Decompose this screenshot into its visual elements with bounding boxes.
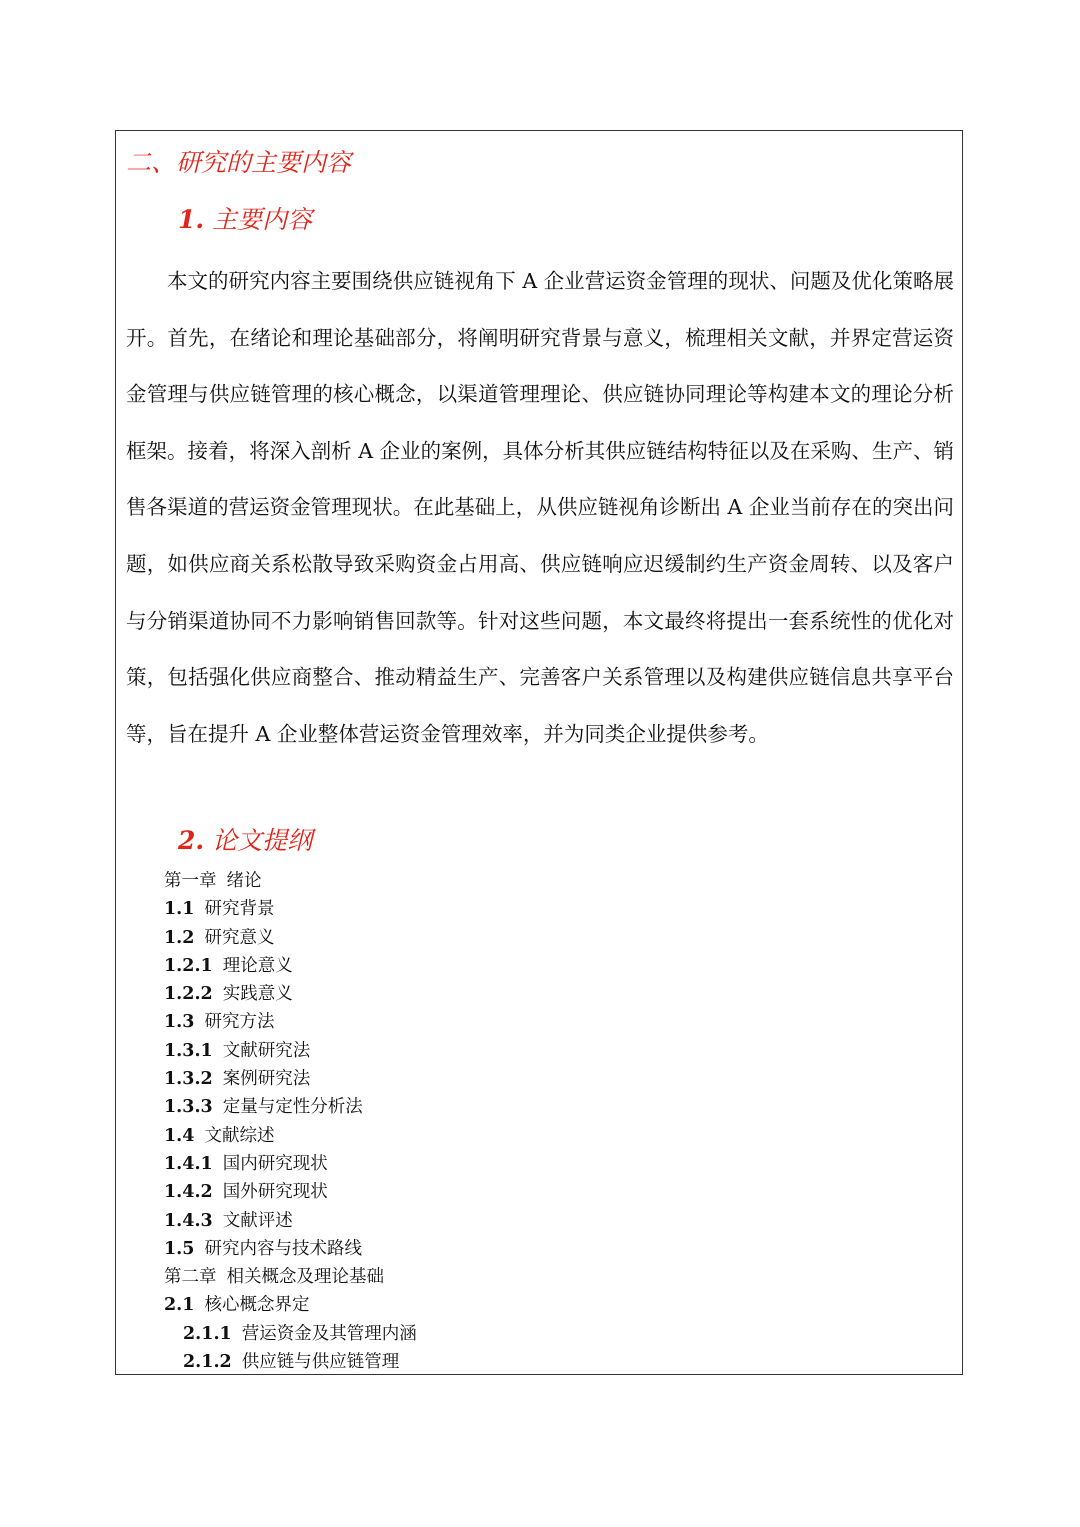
outline-item xyxy=(164,1178,417,1206)
outline-text: 案例研究法 xyxy=(222,1069,311,1090)
outline-item xyxy=(164,1122,417,1150)
outline-item xyxy=(164,952,417,980)
outline-number: 2.1.1 xyxy=(183,1323,232,1344)
outline-number: 1.4.3 xyxy=(164,1210,213,1231)
outline-item xyxy=(164,1291,417,1319)
outline-number: 1.3.3 xyxy=(164,1097,213,1118)
outline-text: 研究意义 xyxy=(204,927,275,948)
outline-number: 第二章 xyxy=(164,1267,217,1288)
subsection-title-outline xyxy=(178,821,312,857)
outline-number: 第一章 xyxy=(164,871,217,891)
outline-number: 1.3.1 xyxy=(164,1040,213,1061)
outline-text: 文献综述 xyxy=(204,1125,275,1146)
outline-number: 1.3 xyxy=(164,1012,195,1033)
outline-number: 1.1 xyxy=(164,899,195,920)
outline-number: 1.4 xyxy=(164,1125,195,1146)
outline-text: 供应链与供应链管理 xyxy=(241,1352,400,1373)
main-content-paragraph: 本文的研究内容主要围绕供应链视角下 A 企业营运资金管理的现状、问题及优化策略展开。首先，在绪论和理论基础部分，将阐明研究背景与意义，梳理相关文献，并界定营运资金管理与供应链管理的核心概念，以渠道管理理论、供应链协同理论等构建本文的理论分析框架。接着，将深入剖析 A 企业的案例，具体分析其供应链结构特征以及在采购、生产、销售各渠道的营运资金管理现状。在此基础上，从供应链视角诊断出 A 企业当前存在的突出问题，如供应商关系松散导致采购资金占用高、供应链响应迟缓制约生产资金周转、以及客户与分销渠道协同不力影响销售回款等。针对这些问题，本文最终将提出一套系统性的优化对策，包括强化供应商整合、推动精益生产、完善客户关系管理以及构建供应链信息共享平台等，旨在提升 A 企业整体营运资金管理效率，并为同类企业提供参考。 xyxy=(126,269,954,746)
outline-text: 文献评述 xyxy=(222,1210,293,1231)
outline-text: 文献研究法 xyxy=(222,1040,311,1061)
outline-text: 绪论 xyxy=(226,871,262,891)
content-frame xyxy=(115,130,963,1375)
outline-item xyxy=(164,924,417,952)
outline-item xyxy=(164,1320,417,1348)
outline-number: 1.2 xyxy=(164,927,195,948)
outline-text: 研究方法 xyxy=(204,1012,275,1033)
outline-text: 国外研究现状 xyxy=(222,1182,328,1203)
outline-text: 营运资金及其管理内涵 xyxy=(241,1323,417,1344)
outline-item xyxy=(164,867,417,895)
outline-number: 1.2.2 xyxy=(164,984,213,1005)
outline-text: 研究背景 xyxy=(204,899,275,920)
thesis-outline xyxy=(164,867,417,1375)
outline-number: 1.3.2 xyxy=(164,1069,213,1090)
outline-item xyxy=(164,1235,417,1263)
subsection-label: 论文提纲 xyxy=(212,826,313,855)
outline-text: 理论意义 xyxy=(222,955,293,976)
outline-item xyxy=(164,895,417,923)
outline-text: 核心概念界定 xyxy=(204,1295,310,1316)
outline-item xyxy=(164,1263,417,1291)
outline-text: 研究内容与技术路线 xyxy=(204,1238,362,1259)
outline-item xyxy=(164,980,417,1008)
subsection-number: 1. xyxy=(178,205,205,234)
outline-number: 2.1 xyxy=(164,1295,195,1316)
outline-number: 1.5 xyxy=(164,1238,195,1259)
outline-item xyxy=(164,1065,417,1093)
outline-item xyxy=(164,1150,417,1178)
outline-item xyxy=(164,1037,417,1065)
outline-number: 1.4.2 xyxy=(164,1182,213,1203)
outline-number: 2.1.2 xyxy=(183,1352,232,1373)
subsection-number: 2. xyxy=(178,826,205,855)
outline-item xyxy=(164,1207,417,1235)
subsection-label: 主要内容 xyxy=(212,205,313,234)
outline-text: 定量与定性分析法 xyxy=(222,1097,363,1118)
outline-text: 实践意义 xyxy=(222,984,293,1005)
section-title: 二、研究的主要内容 xyxy=(126,148,352,177)
outline-text: 国内研究现状 xyxy=(222,1153,328,1174)
outline-item xyxy=(164,1348,417,1375)
outline-number: 1.2.1 xyxy=(164,955,213,976)
outline-item xyxy=(164,1093,417,1121)
outline-number: 1.4.1 xyxy=(164,1153,213,1174)
outline-text: 相关概念及理论基础 xyxy=(226,1267,384,1288)
subsection-title-main-content xyxy=(178,200,312,236)
outline-item xyxy=(164,1008,417,1036)
